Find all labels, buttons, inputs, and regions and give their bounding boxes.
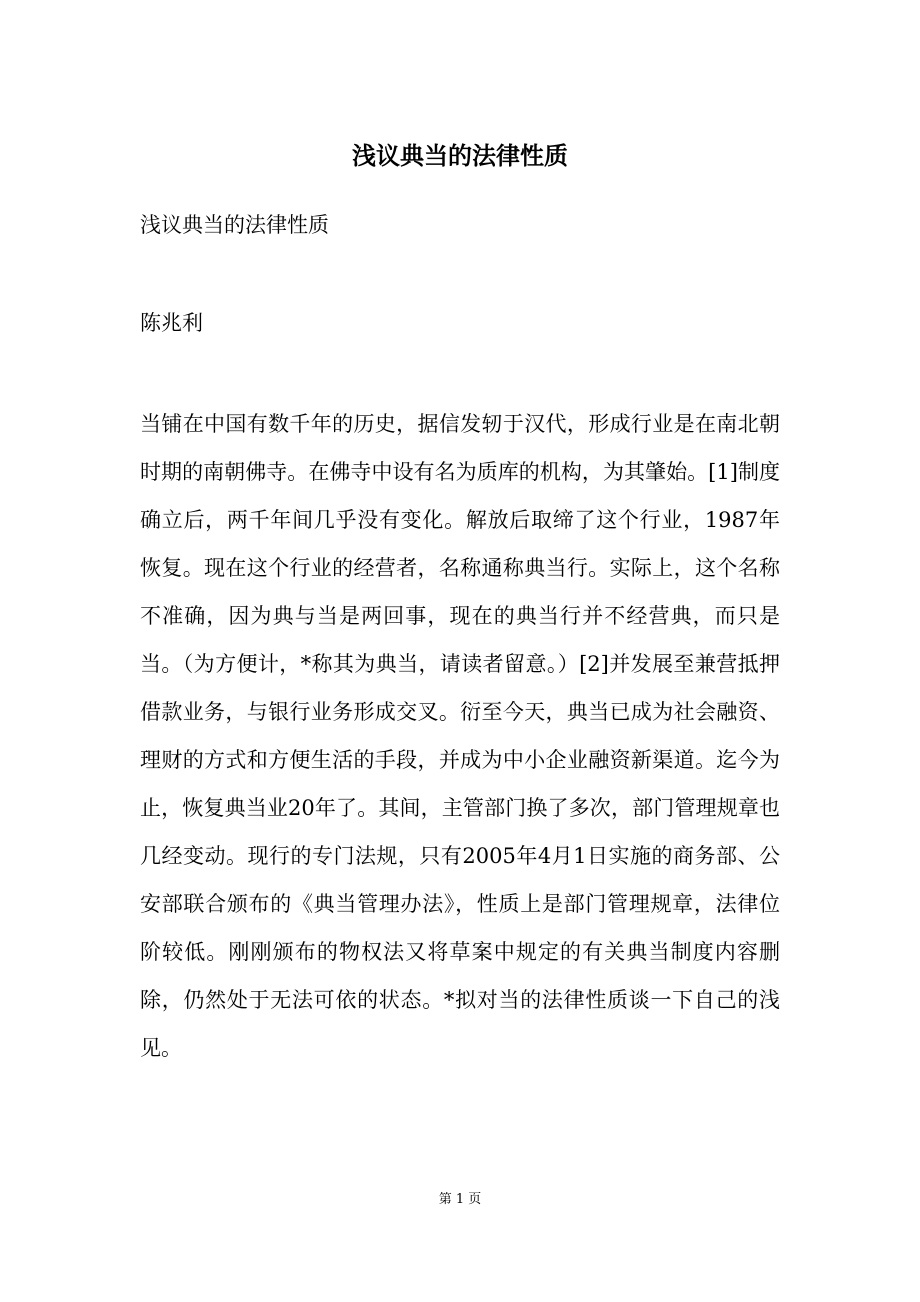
document-title: 浅议典当的法律性质 (352, 142, 568, 170)
body-paragraph: 当铺在中国有数千年的历史，据信发轫于汉代，形成行业是在南北朝时期的南朝佛寺。在佛寺中设有名为质库的机构，为其肇始。[1]制度确立后，两千年间几乎没有变化。解放后取缔了这个行业，1987年恢复。现在这个行业的经营者，名称通称典当行。实际上，这个名称不准确，因为典与当是两回事，现在的典当行并不经营典，而只是当。（为方便计，*称其为典当，请读者留意。）[2]并发展至兼营抵押借款业务，与银行业务形成交叉。衍至今天，典当已成为社会融资、理财的方式和方便生活的手段，并成为中小企业融资新渠道。迄今为止，恢复典当业20年了。其间，主管部门换了多次，部门管理规章也几经变动。现行的专门法规，只有2005年4月1日实施的商务部、公安部联合颁布的《典当管理办法》，性质上是部门管理规章，法律位阶较低。刚刚颁布的物权法又将草案中规定的有关典当制度内容删除，仍然处于无法可依的状态。*拟对当的法律性质谈一下自己的浅见。 (140, 412, 780, 1060)
author-name: 陈兆利 (140, 311, 203, 335)
page-number: 第 1 页 (438, 1192, 482, 1207)
document-subtitle: 浅议典当的法律性质 (140, 213, 329, 237)
